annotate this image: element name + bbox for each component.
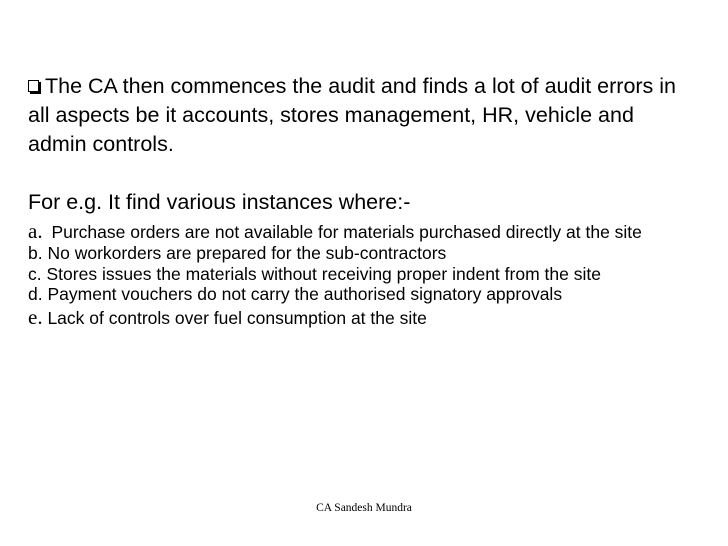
list-item <box>28 243 698 264</box>
item-letter: e. <box>28 304 43 329</box>
hollow-square-bullet-icon <box>28 80 39 92</box>
item-text: Purchase orders are not available for materials purchased directly at the site <box>51 222 642 242</box>
slide-body <box>28 72 698 328</box>
item-letter: b. <box>28 243 43 263</box>
instances-heading: For e.g. It find various instances where:- <box>28 190 411 214</box>
item-text: Lack of controls over fuel consumption at the site <box>47 307 427 328</box>
list-item <box>28 284 698 305</box>
instances-list <box>28 221 698 328</box>
item-text: No workorders are prepared for the sub-contractors <box>47 243 447 263</box>
list-item <box>28 304 698 329</box>
intro-paragraph <box>28 72 698 159</box>
item-letter: c. <box>28 263 42 284</box>
item-letter: d. <box>28 284 43 304</box>
list-item <box>28 264 698 285</box>
footer-author: CA Sandesh Mundra <box>316 502 412 514</box>
list-item <box>28 221 698 243</box>
item-text: Stores issues the materials without receiving proper indent from the site <box>46 263 601 284</box>
item-text: Payment vouchers do not carry the authorised signatory approvals <box>47 284 563 304</box>
intro-text: The CA then commences the audit and finds a lot of audit errors in all aspects be it accounts, stores management, HR, vehicle and admin controls. <box>28 74 677 156</box>
item-letter: a. <box>28 219 43 243</box>
